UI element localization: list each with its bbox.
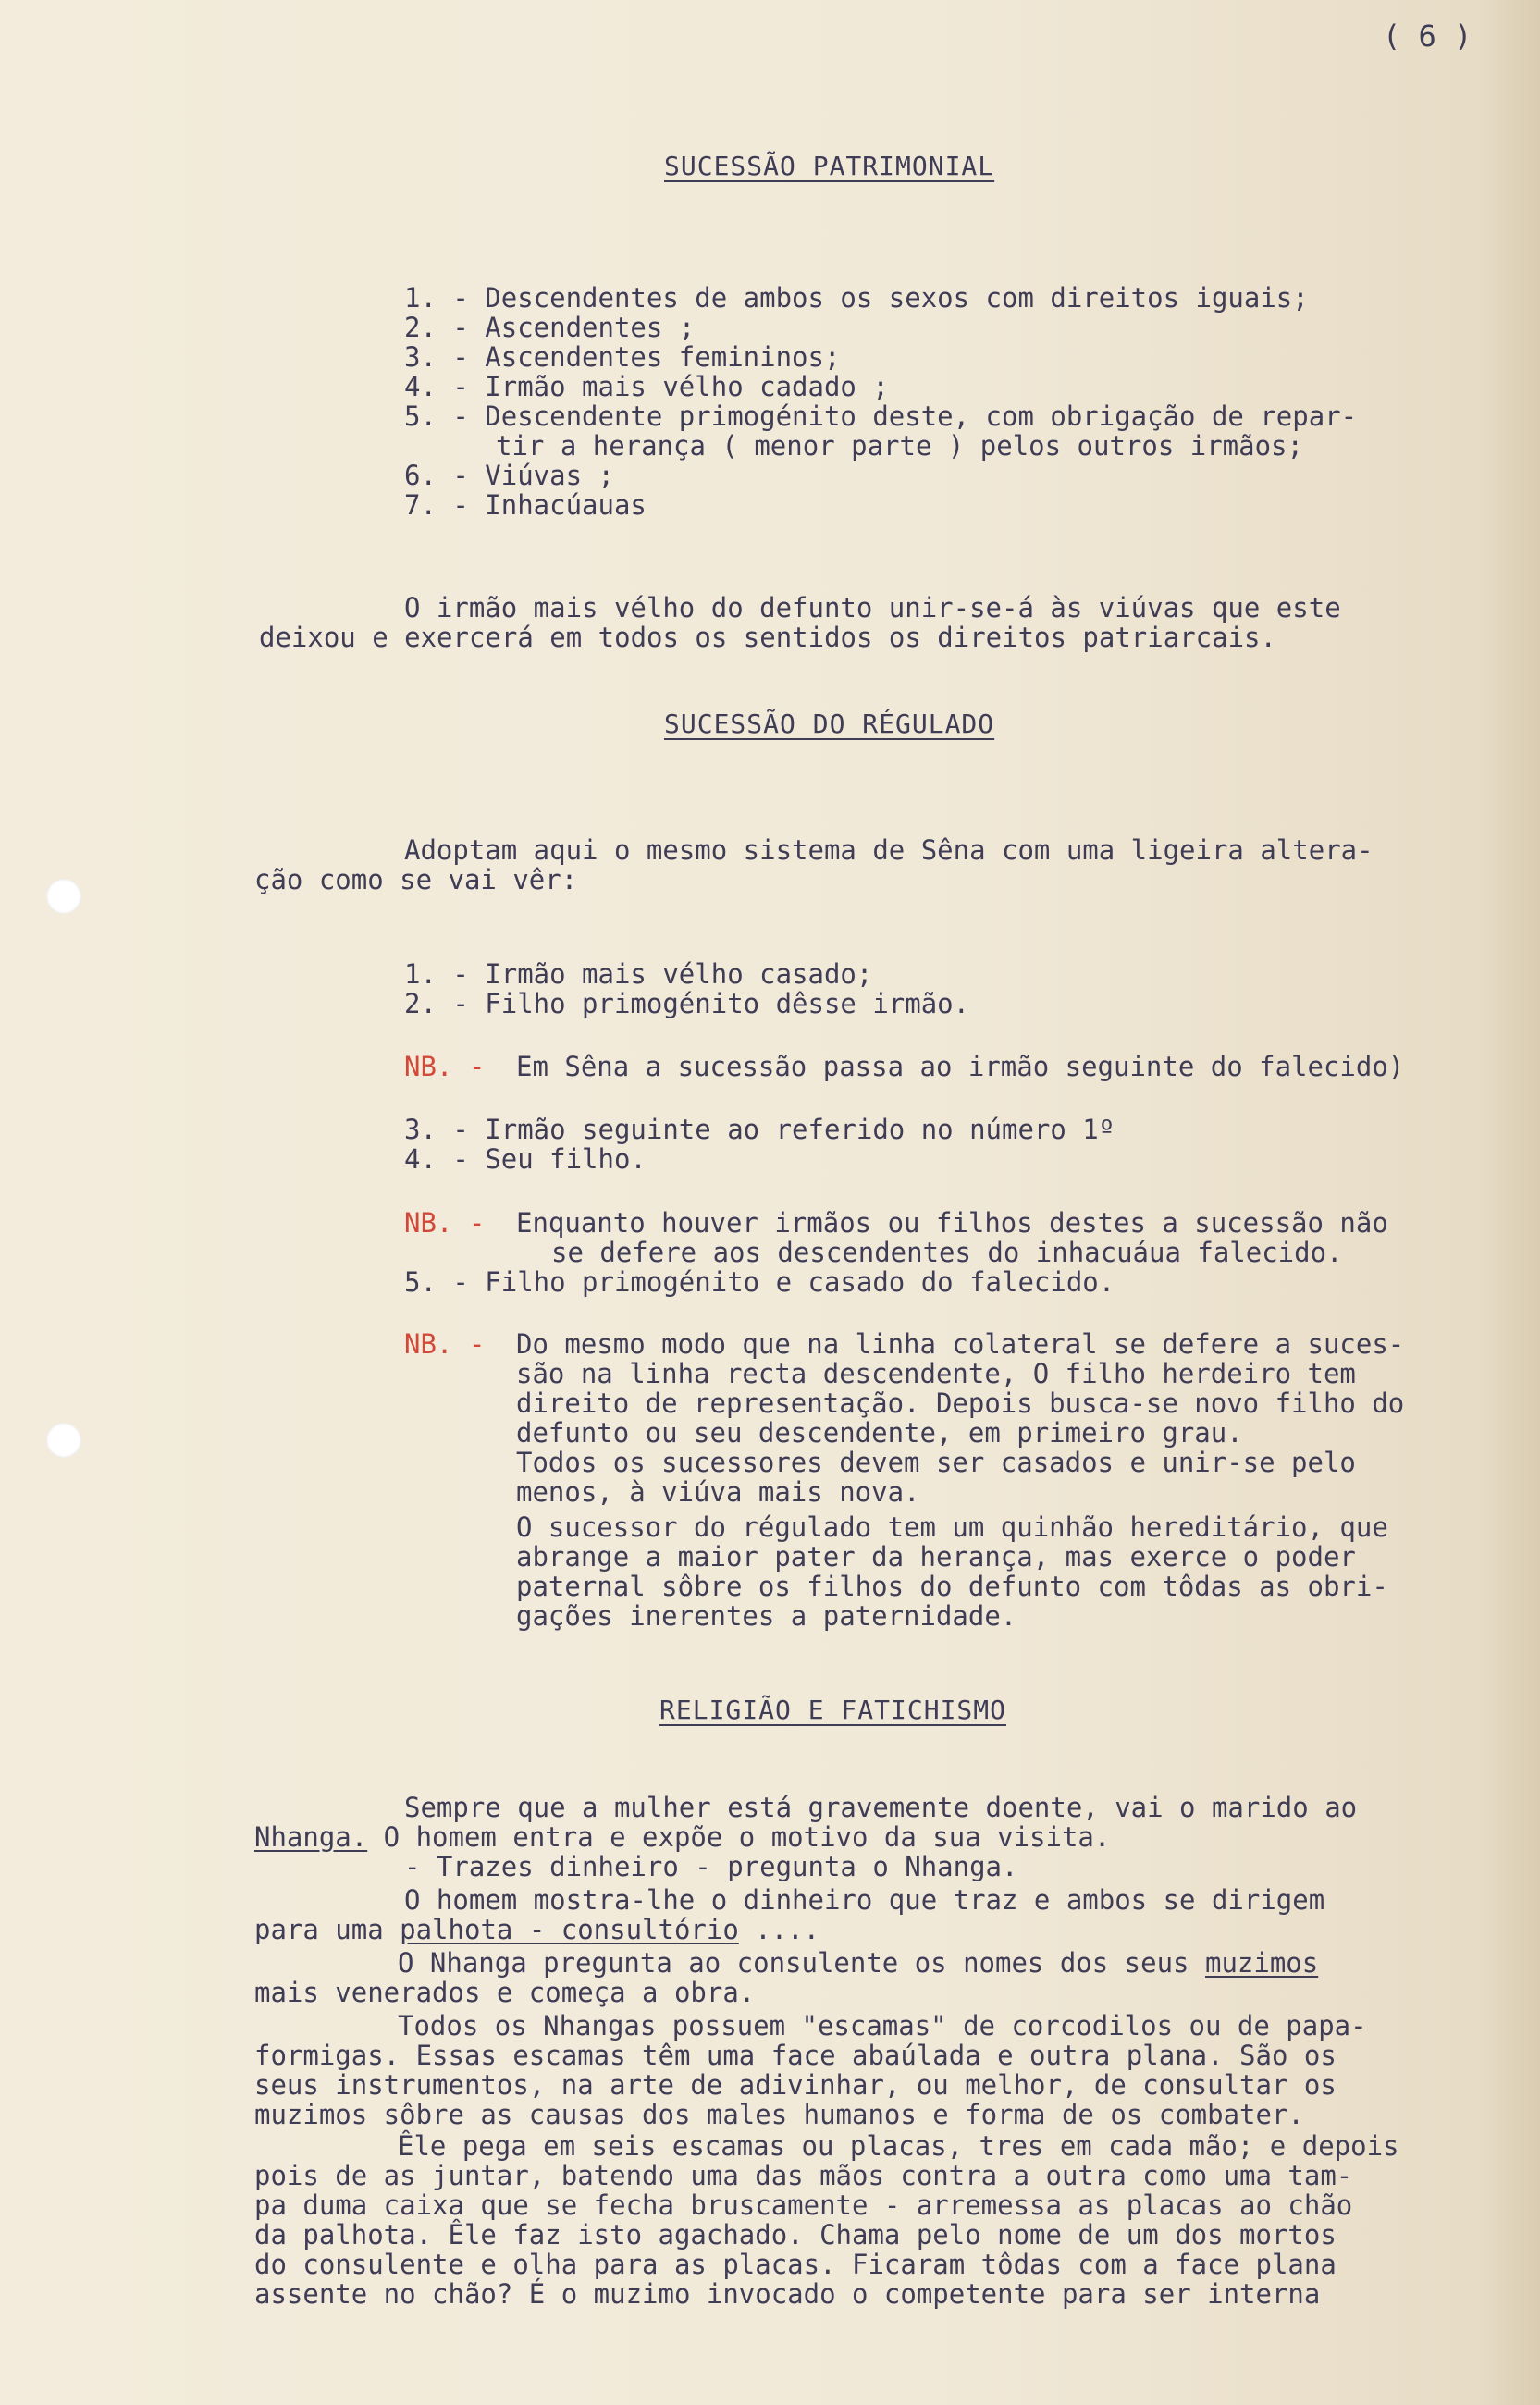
list-item: 3. - Ascendentes femininos; <box>404 341 841 373</box>
nb-text: Todos os sucessores devem ser casados e unir-se pelo <box>516 1447 1356 1478</box>
nb-text: paternal sôbre os filhos do defunto com tôdas as obri- <box>516 1571 1388 1602</box>
text-run: .... <box>738 1914 820 1945</box>
nb-text: direito de representação. Depois busca-se novo filho do <box>516 1388 1405 1419</box>
section-heading-regulado: SUCESSÃO DO RÉGULADO <box>664 709 995 739</box>
paragraph-line: mais venerados e começa a obra. <box>254 1977 756 2008</box>
nb-label: NB. - <box>404 1328 486 1360</box>
nb-label: NB. - <box>404 1051 486 1082</box>
list-item: 2. - Ascendentes ; <box>404 312 696 343</box>
text-run: O homem entra e expõe o motivo da sua visita. <box>367 1821 1111 1853</box>
paragraph-line: pa duma caixa que se fecha bruscamente - arremessa as placas ao chão <box>254 2189 1353 2221</box>
list-item: 5. - Descendente primogénito deste, com obrigação de repar- <box>404 401 1358 432</box>
nb-text: defunto ou seu descendente, em primeiro grau. <box>516 1417 1243 1449</box>
paragraph-line <box>254 1914 819 1945</box>
nb-text: Enquanto houver irmãos ou filhos destes a sucessão não <box>516 1207 1388 1239</box>
nb-text: são na linha recta descendente, O filho herdeiro tem <box>516 1358 1356 1389</box>
text-run: O Nhanga pregunta ao consulente os nomes dos seus <box>398 1947 1205 1979</box>
list-item: 5. - Filho primogénito e casado do falecido. <box>404 1266 1115 1298</box>
nb-text: Em Sêna a sucessão passa ao irmão seguinte do falecido) <box>516 1051 1405 1082</box>
paragraph-line: da palhota. Êle faz isto agachado. Chama pelo nome de um dos mortos <box>254 2219 1337 2251</box>
paragraph-line: deixou e exercerá em todos os sentidos os direitos patriarcais. <box>259 622 1276 653</box>
punch-hole <box>46 879 81 914</box>
nb-text: O sucessor do régulado tem um quinhão hereditário, que <box>516 1511 1388 1543</box>
nb-text: menos, à viúva mais nova. <box>516 1476 920 1508</box>
paragraph-line <box>398 1947 1318 1979</box>
paragraph-line: Adoptam aqui o mesmo sistema de Sêna com uma ligeira altera- <box>404 834 1374 866</box>
page-number: ( 6 ) <box>1383 18 1472 54</box>
paragraph-line <box>254 1821 1110 1853</box>
nb-label: NB. - <box>404 1207 486 1239</box>
paragraph-line: do consulente e olha para as placas. Ficaram tôdas com a face plana <box>254 2249 1337 2280</box>
section-heading-religiao: RELIGIÃO E FATICHISMO <box>659 1695 1007 1725</box>
punch-hole <box>46 1423 81 1458</box>
list-item: 2. - Filho primogénito dêsse irmão. <box>404 988 970 1019</box>
nb-text: gações inerentes a paternidade. <box>516 1600 1017 1632</box>
list-item: 4. - Seu filho. <box>404 1143 647 1175</box>
list-item: 6. - Viúvas ; <box>404 460 614 491</box>
paragraph-line: Sempre que a mulher está gravemente doente, vai o marido ao <box>404 1792 1358 1823</box>
list-item: 4. - Irmão mais vélho cadado ; <box>404 371 889 402</box>
paragraph-line: O irmão mais vélho do defunto unir-se-á às viúvas que este <box>404 592 1341 623</box>
paragraph-line: muzimos sôbre as causas dos males humanos e forma de os combater. <box>254 2099 1304 2130</box>
paragraph-line: assente no chão? É o muzimo invocado o competente para ser interna <box>254 2278 1321 2310</box>
nb-text: abrange a maior pater da herança, mas exerce o poder <box>516 1541 1356 1572</box>
list-item: 7. - Inhacúauas <box>404 489 647 521</box>
underlined-term: palhota - consultório <box>400 1914 739 1945</box>
paragraph-line: O homem mostra-lhe o dinheiro que traz e ambos se dirigem <box>404 1884 1325 1916</box>
list-item-continuation: tir a herança ( menor parte ) pelos outros irmãos; <box>496 430 1303 462</box>
nb-text: Do mesmo modo que na linha colateral se defere a suces- <box>516 1328 1405 1360</box>
paragraph-line: formigas. Essas escamas têm uma face abaúlada e outra plana. São os <box>254 2040 1337 2071</box>
paragraph-line: - Trazes dinheiro - pregunta o Nhanga. <box>404 1851 1018 1882</box>
paragraph-line: Todos os Nhangas possuem "escamas" de corcodilos ou de papa- <box>398 2010 1367 2041</box>
paragraph-line: pois de as juntar, batendo uma das mãos contra a outra como uma tam- <box>254 2160 1353 2191</box>
nb-text: se defere aos descendentes do inhacuáua falecido. <box>551 1237 1343 1268</box>
section-heading-patrimonial: SUCESSÃO PATRIMONIAL <box>664 151 995 181</box>
underlined-term: Nhanga. <box>254 1821 368 1853</box>
text-run: para uma <box>254 1914 400 1945</box>
paragraph-line: ção como se vai vêr: <box>254 864 578 895</box>
list-item: 3. - Irmão seguinte ao referido no número 1º <box>404 1114 1115 1145</box>
list-item: 1. - Irmão mais vélho casado; <box>404 958 873 990</box>
list-item: 1. - Descendentes de ambos os sexos com direitos iguais; <box>404 282 1309 314</box>
paragraph-line: seus instrumentos, na arte de adivinhar, ou melhor, de consultar os <box>254 2069 1337 2101</box>
paragraph-line: Êle pega em seis escamas ou placas, tres em cada mão; e depois <box>398 2130 1399 2162</box>
underlined-term: muzimos <box>1204 1947 1319 1979</box>
